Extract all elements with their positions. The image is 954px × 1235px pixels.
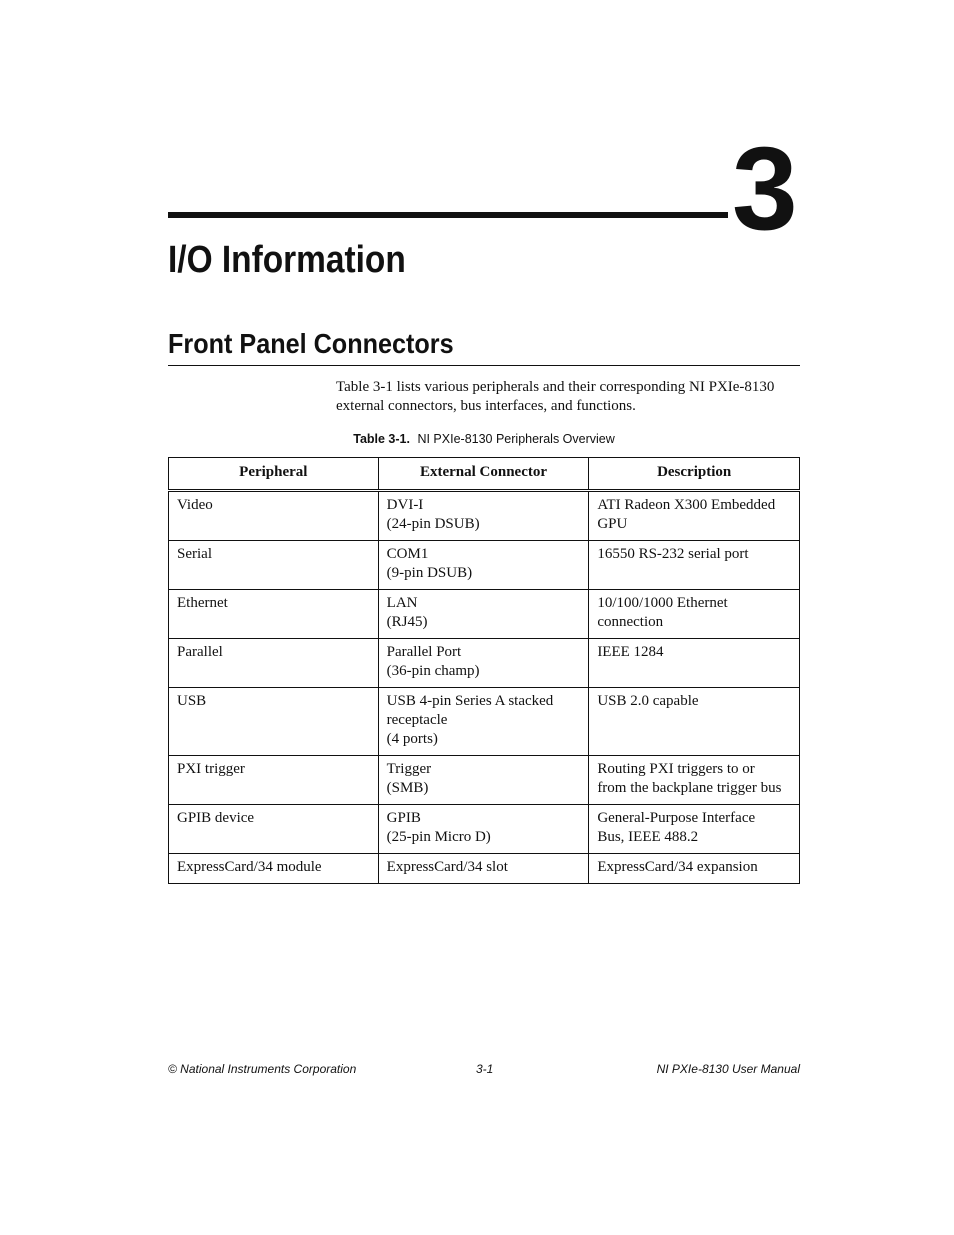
cell-description	[589, 805, 800, 854]
cell-peripheral: PXI trigger	[169, 756, 379, 805]
cell-external-connector-line: (4 ports)	[386, 731, 438, 747]
cell-description-line: USB 2.0 capable	[597, 693, 699, 709]
cell-description	[589, 541, 800, 590]
cell-external-connector	[378, 590, 589, 639]
table-row	[169, 541, 800, 590]
cell-peripheral: Parallel	[169, 639, 379, 688]
cell-peripheral: USB	[169, 688, 379, 756]
cell-peripheral: Serial	[169, 541, 379, 590]
cell-external-connector	[378, 805, 589, 854]
header-external-connector: External Connector	[378, 458, 589, 491]
footer-manual-title: NI PXIe-8130 User Manual	[656, 1062, 800, 1076]
cell-external-connector-line: (25-pin Micro D)	[386, 829, 491, 845]
table-row	[169, 854, 800, 884]
table-row	[169, 805, 800, 854]
cell-external-connector-line: (RJ45)	[386, 614, 428, 630]
cell-external-connector-line: DVI-I	[386, 497, 424, 513]
cell-external-connector-line: COM1	[386, 546, 429, 562]
cell-external-connector	[378, 541, 589, 590]
cell-description-line: connection	[597, 614, 664, 630]
header-description: Description	[589, 458, 800, 491]
cell-description-line: IEEE 1284	[597, 644, 664, 660]
cell-external-connector-line: ExpressCard/34 slot	[386, 859, 508, 875]
cell-description-line: GPU	[597, 516, 628, 532]
cell-external-connector	[378, 639, 589, 688]
table-row	[169, 639, 800, 688]
section-title: Front Panel Connectors	[168, 328, 454, 359]
cell-external-connector-line: USB 4-pin Series A stacked	[386, 693, 554, 709]
cell-external-connector-line: (36-pin champ)	[386, 663, 480, 679]
cell-description	[589, 756, 800, 805]
footer-copyright: © National Instruments Corporation	[168, 1062, 357, 1076]
footer-page-number: 3-1	[476, 1062, 494, 1076]
cell-description	[589, 688, 800, 756]
cell-peripheral: Ethernet	[169, 590, 379, 639]
cell-external-connector-line: Parallel Port	[386, 644, 462, 660]
cell-description-line: General-Purpose Interface	[597, 810, 756, 826]
table-row	[169, 590, 800, 639]
cell-description-line: 16550 RS-232 serial port	[597, 546, 749, 562]
cell-external-connector-line: (SMB)	[386, 780, 429, 796]
section-rule	[168, 365, 800, 366]
cell-description-line: Bus, IEEE 488.2	[597, 829, 699, 845]
table-caption-text: NI PXIe-8130 Peripherals Overview	[417, 432, 615, 446]
intro-paragraph: Table 3-1 lists various peripherals and their corresponding NI PXIe-8130 external connectors, bus interfaces, and functions.	[336, 379, 775, 414]
cell-description-line: ExpressCard/34 expansion	[597, 859, 758, 875]
table-row	[169, 688, 800, 756]
cell-external-connector	[378, 756, 589, 805]
cell-peripheral: ExpressCard/34 module	[169, 854, 379, 884]
cell-external-connector	[378, 688, 589, 756]
cell-external-connector-line: LAN	[386, 595, 418, 611]
cell-external-connector-line: Trigger	[386, 761, 432, 777]
table-row	[169, 756, 800, 805]
table-caption	[168, 431, 800, 447]
cell-external-connector	[378, 854, 589, 884]
cell-description	[589, 590, 800, 639]
cell-external-connector-line: receptacle	[386, 712, 448, 728]
cell-description-line: ATI Radeon X300 Embedded	[597, 497, 776, 513]
cell-description-line: Routing PXI triggers to or	[597, 761, 755, 777]
table-header-row	[169, 458, 800, 491]
chapter-rule	[168, 212, 728, 218]
cell-peripheral: GPIB device	[169, 805, 379, 854]
cell-external-connector-line: (24-pin DSUB)	[386, 516, 480, 532]
cell-peripheral: Video	[169, 491, 379, 541]
table-row	[169, 491, 800, 541]
cell-description-line: 10/100/1000 Ethernet	[597, 595, 728, 611]
cell-description	[589, 854, 800, 884]
table-body	[169, 491, 800, 884]
table-caption-number: Table 3-1.	[353, 432, 410, 446]
cell-description-line: from the backplane trigger bus	[597, 780, 782, 796]
header-peripheral: Peripheral	[169, 458, 379, 491]
cell-description	[589, 639, 800, 688]
peripherals-table	[168, 457, 800, 884]
chapter-title: I/O Information	[168, 239, 406, 281]
cell-description	[589, 491, 800, 541]
cell-external-connector-line: GPIB	[386, 810, 421, 826]
chapter-number: 3	[732, 123, 796, 255]
cell-external-connector	[378, 491, 589, 541]
cell-external-connector-line: (9-pin DSUB)	[386, 565, 473, 581]
